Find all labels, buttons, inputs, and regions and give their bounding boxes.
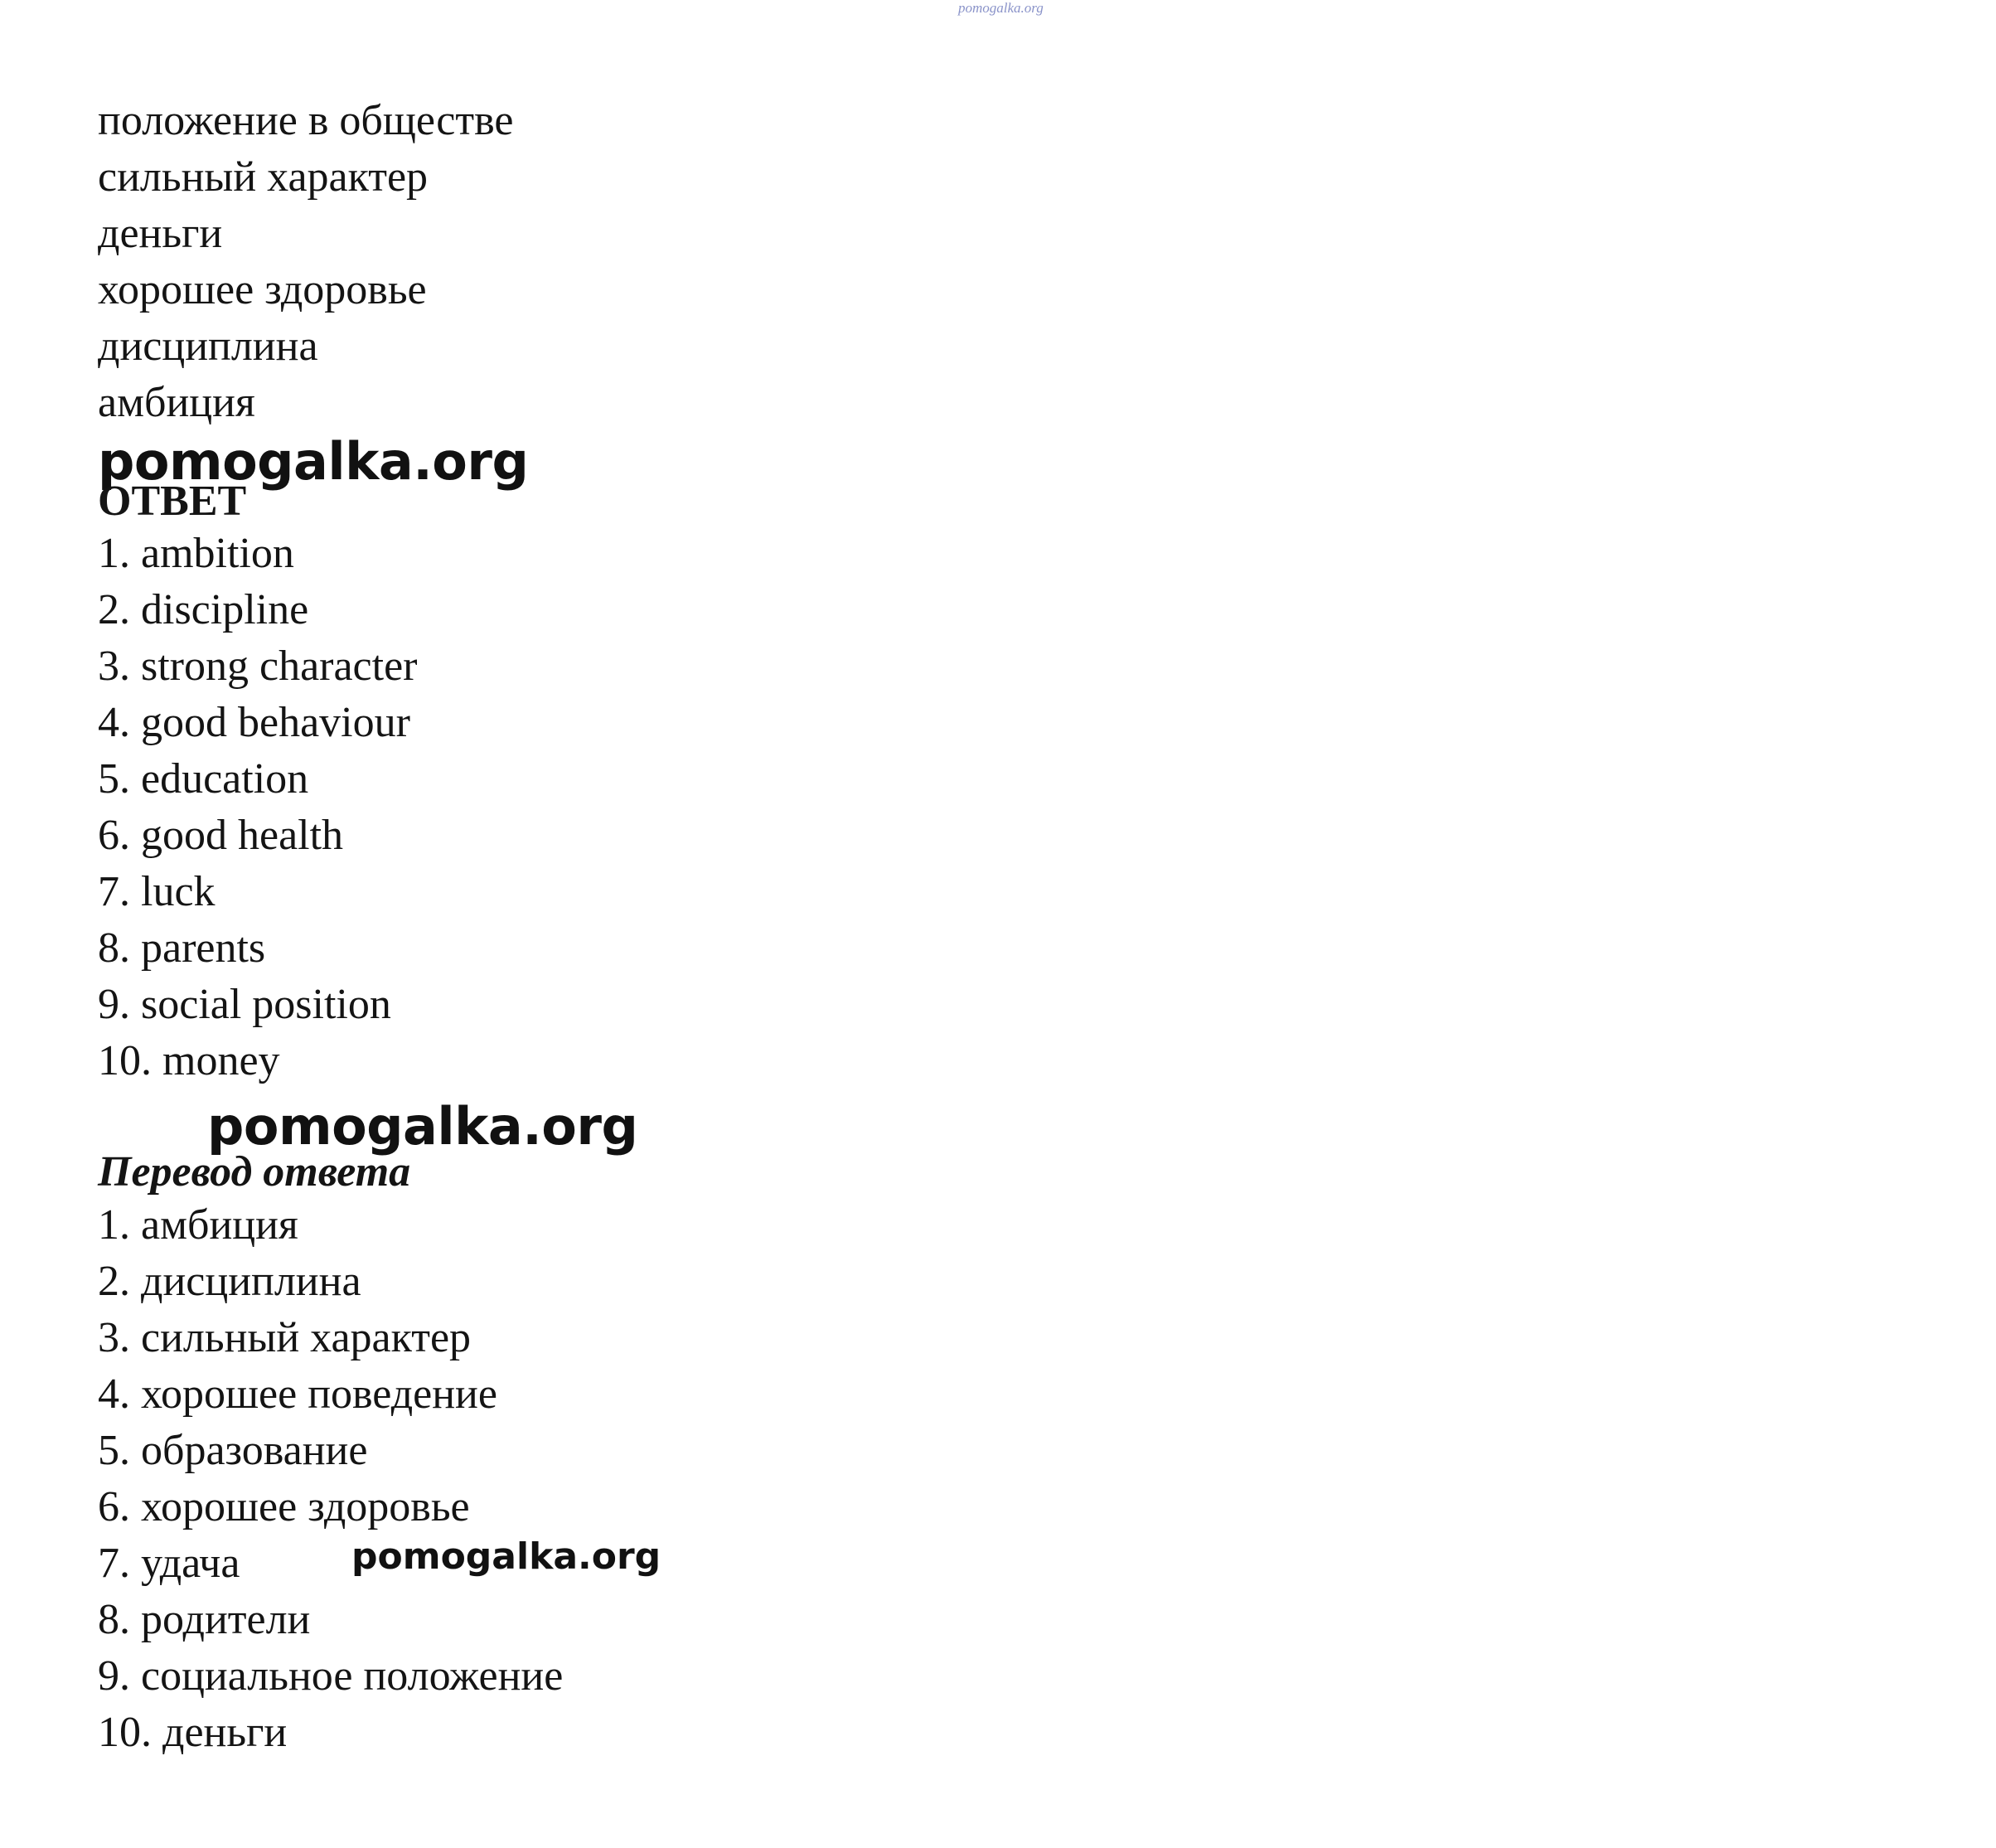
list-item: 5. образование: [98, 1427, 368, 1474]
list-item: хорошее здоровье: [98, 266, 427, 313]
watermark: pomogalka.org: [98, 431, 529, 492]
watermark: pomogalka.org: [351, 1535, 661, 1578]
list-item: 5. education: [98, 755, 309, 803]
list-item: 4. good behaviour: [98, 699, 410, 746]
list-item: 1. амбиция: [98, 1201, 298, 1249]
list-item: 1. ambition: [98, 530, 294, 577]
answer-list: [98, 526, 844, 1089]
list-item: 10. money: [98, 1037, 280, 1084]
russian-word-list: [98, 93, 844, 431]
list-item: деньги: [98, 210, 223, 257]
list-item: 6. хорошее здоровье: [98, 1483, 470, 1530]
list-item: [98, 1535, 844, 1592]
list-item: 9. социальное положение: [98, 1652, 564, 1700]
list-item: амбиция: [98, 379, 255, 426]
list-item: положение в обществе: [98, 97, 514, 144]
list-item: 7. luck: [98, 868, 216, 915]
list-item: 2. discipline: [98, 586, 309, 633]
list-item: 3. сильный характер: [98, 1314, 472, 1361]
list-item: 9. social position: [98, 981, 391, 1028]
list-item: 6. good health: [98, 812, 344, 859]
list-item: 10. деньги: [98, 1709, 288, 1756]
list-item: 8. parents: [98, 924, 266, 972]
translation-heading: Перевод ответа: [98, 1148, 411, 1196]
answer-heading: ОТВЕТ: [98, 478, 247, 525]
list-item: 2. дисциплина: [98, 1258, 361, 1305]
list-item: 8. родители: [98, 1596, 311, 1643]
translation-list: [98, 1197, 844, 1761]
watermark: pomogalka.org: [207, 1096, 638, 1157]
list-item: дисциплина: [98, 323, 318, 370]
document-body: [98, 93, 844, 1761]
list-item: 3. strong character: [98, 643, 418, 690]
list-item: сильный характер: [98, 153, 429, 201]
site-mark: pomogalka.org: [958, 0, 1044, 16]
list-item-text: 7. удача: [98, 1540, 240, 1587]
list-item: 4. хорошее поведение: [98, 1370, 497, 1418]
